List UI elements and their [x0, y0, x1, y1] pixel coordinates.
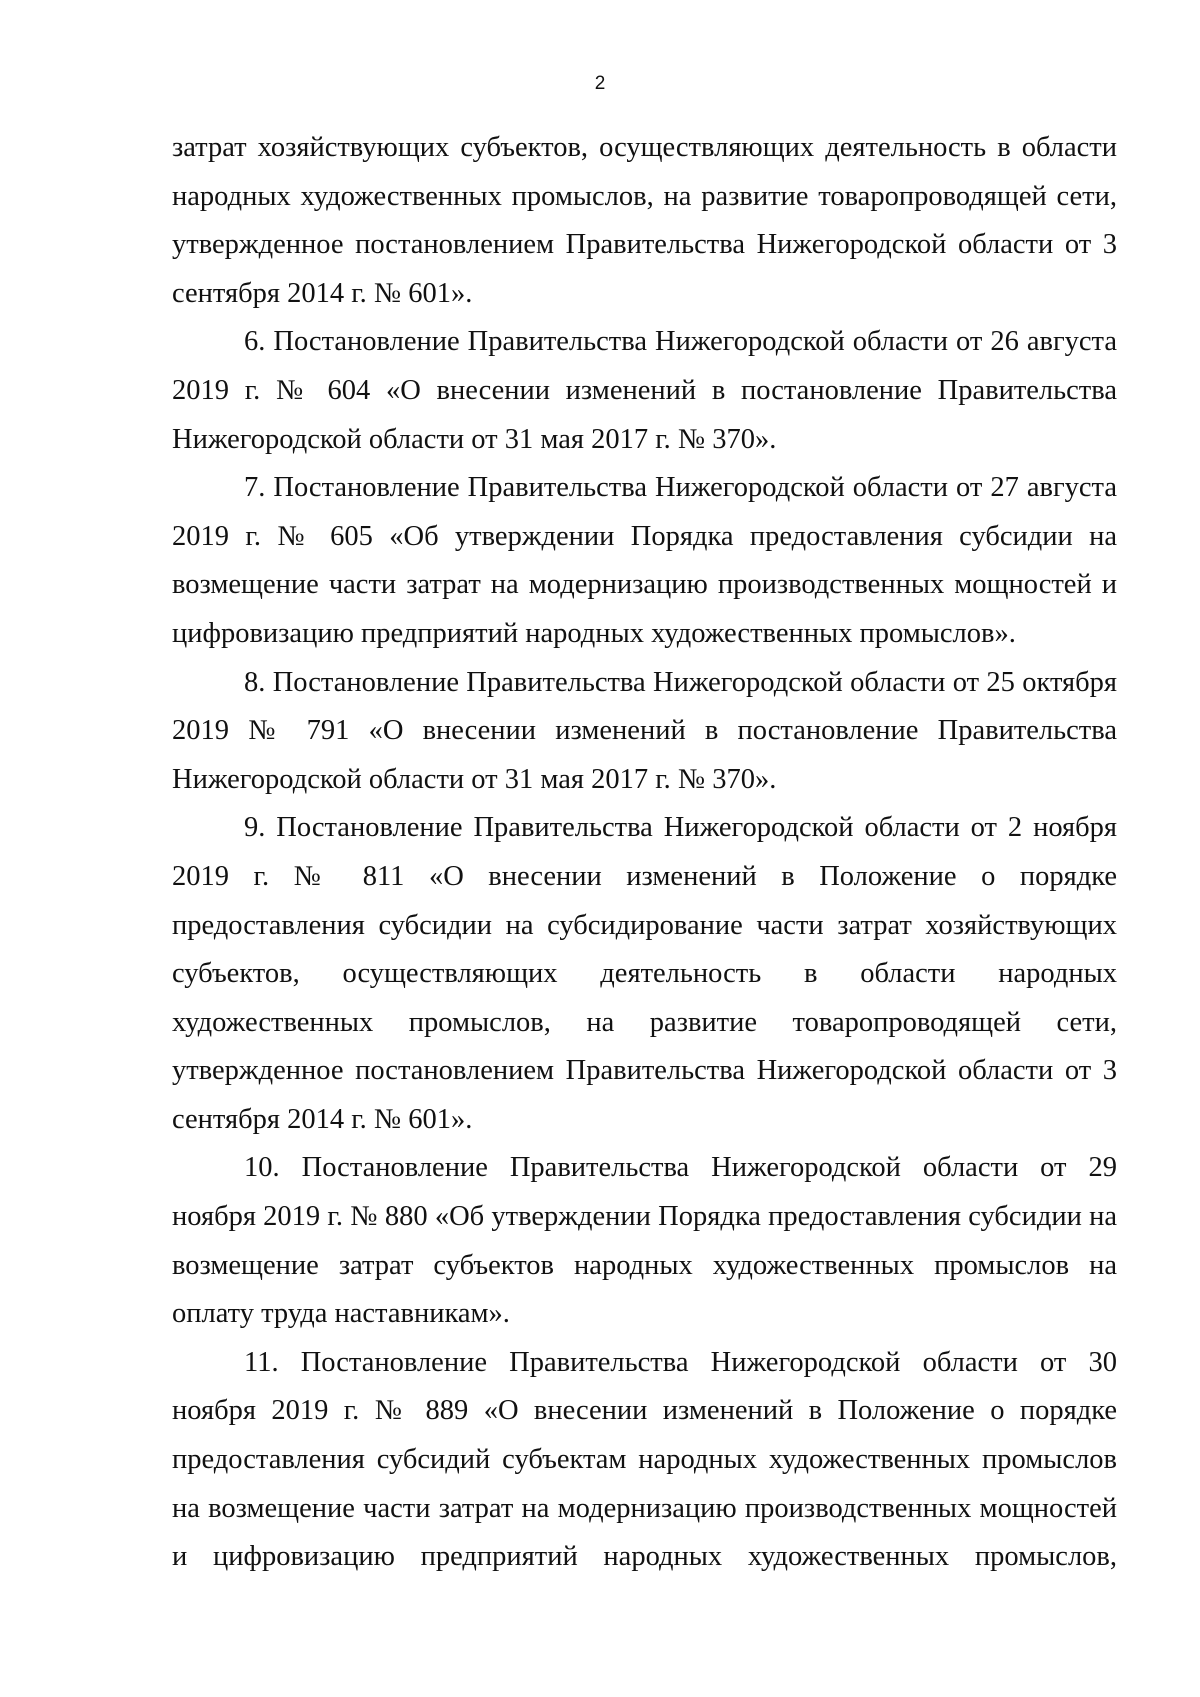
document-body	[172, 124, 1117, 1582]
paragraph-item-9: 9. Постановление Правительства Нижегородской области от 2 ноября 2019 г. № 811 «О внесении изменений в Положение о порядке предоставления субсидии на субсидирование части затрат хозяйствующих субъектов, осуществляющих деятельность в области народных художественных промыслов, на развитие товаропроводящей сети, утвержденное постановлением Правительства Нижегородской области от 3 сентября 2014 г. № 601».	[172, 812, 1117, 1135]
paragraph-item-11: 11. Постановление Правительства Нижегородской области от 30 ноября 2019 г. № 889 «О внесении изменений в Положение о порядке предоставления субсидий субъектам народных художественных промыслов на возмещение части затрат на модернизацию производственных мощностей и цифровизацию предприятий народных художественных промыслов,	[172, 1346, 1117, 1573]
paragraph-continuation: затрат хозяйствующих субъектов, осуществляющих деятельность в области народных художественных промыслов, на развитие товаропроводящей сети, утвержденное постановлением Правительства Нижегородской области от 3 сентября 2014 г. № 601».	[172, 132, 1117, 309]
paragraph-item-6: 6. Постановление Правительства Нижегородской области от 26 августа 2019 г. № 604 «О внесении изменений в постановление Правительства Нижегородской области от 31 мая 2017 г. № 370».	[172, 326, 1117, 455]
page-number: 2	[594, 73, 606, 94]
paragraph-item-7: 7. Постановление Правительства Нижегородской области от 27 августа 2019 г. № 605 «Об утверждении Порядка предоставления субсидии на возмещение части затрат на модернизацию производственных мощностей и цифровизацию предприятий народных художественных промыслов».	[172, 472, 1117, 649]
paragraph-item-8: 8. Постановление Правительства Нижегородской области от 25 октября 2019 № 791 «О внесении изменений в постановление Правительства Нижегородской области от 31 мая 2017 г. № 370».	[172, 666, 1117, 795]
paragraph-item-10: 10. Постановление Правительства Нижегородской области от 29 ноября 2019 г. № 880 «Об утверждении Порядка предоставления субсидии на возмещение затрат субъектов народных художественных промыслов на оплату труда наставникам».	[172, 1152, 1117, 1330]
